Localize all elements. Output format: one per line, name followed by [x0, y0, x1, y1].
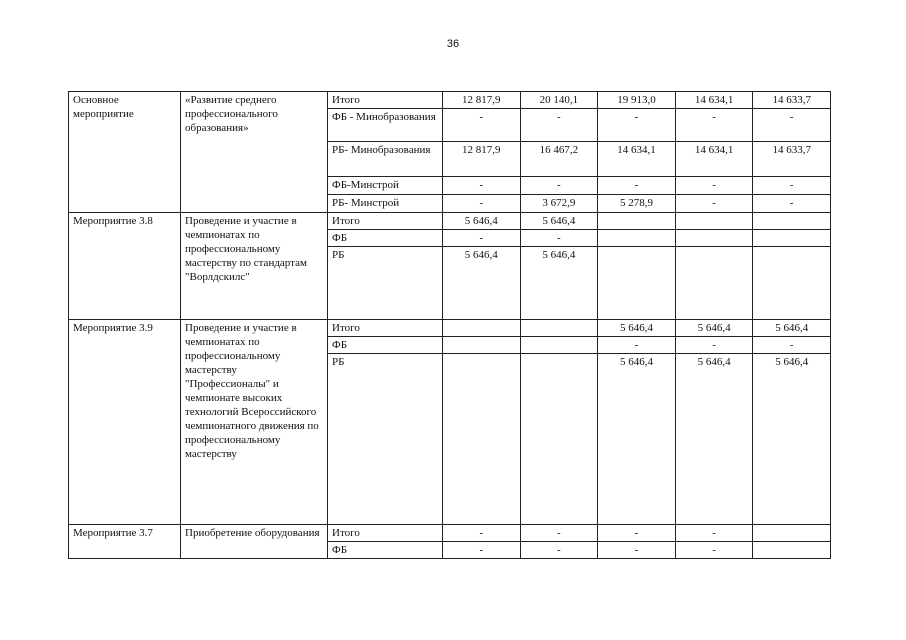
- funding-source: ФБ-Минстрой: [328, 177, 443, 195]
- amount-cell: -: [753, 109, 831, 142]
- amount-cell: -: [520, 109, 598, 142]
- funding-source: ФБ: [328, 230, 443, 247]
- funding-source: ФБ: [328, 542, 443, 559]
- amount-cell: -: [675, 195, 753, 213]
- measure-title: «Развитие среднего профессионального образования»: [181, 92, 328, 213]
- amount-cell: [598, 213, 676, 230]
- amount-cell: [443, 320, 521, 337]
- table-row: [69, 213, 831, 230]
- amount-cell: -: [598, 109, 676, 142]
- amount-cell: [675, 230, 753, 247]
- amount-cell: -: [753, 195, 831, 213]
- amount-cell: [753, 542, 831, 559]
- funding-source: Итого: [328, 213, 443, 230]
- amount-cell: [753, 247, 831, 320]
- funding-source: РБ- Минстрой: [328, 195, 443, 213]
- amount-cell: -: [675, 525, 753, 542]
- amount-cell: -: [443, 525, 521, 542]
- amount-cell: 14 634,1: [598, 142, 676, 177]
- amount-cell: -: [753, 337, 831, 354]
- amount-cell: -: [598, 337, 676, 354]
- amount-cell: 5 646,4: [598, 320, 676, 337]
- amount-cell: [598, 230, 676, 247]
- amount-cell: -: [753, 177, 831, 195]
- amount-cell: -: [443, 109, 521, 142]
- amount-cell: -: [520, 230, 598, 247]
- funding-source: РБ: [328, 247, 443, 320]
- table-row: [69, 92, 831, 109]
- funding-source: ФБ - Минобразования: [328, 109, 443, 142]
- measure-title: Проведение и участие в чемпионатах по профессиональному мастерству "Профессионалы" и чемпионате высоких технологий Всероссийского чемпионатного движения по профессиональному мастерству: [181, 320, 328, 525]
- amount-cell: -: [443, 195, 521, 213]
- amount-cell: -: [598, 525, 676, 542]
- funding-source: ФБ: [328, 337, 443, 354]
- amount-cell: -: [520, 542, 598, 559]
- amount-cell: 14 634,1: [675, 142, 753, 177]
- amount-cell: 14 633,7: [753, 142, 831, 177]
- amount-cell: -: [443, 542, 521, 559]
- funding-source: РБ- Минобразования: [328, 142, 443, 177]
- amount-cell: 5 646,4: [443, 247, 521, 320]
- amount-cell: 5 646,4: [520, 247, 598, 320]
- amount-cell: 3 672,9: [520, 195, 598, 213]
- amount-cell: 5 646,4: [598, 354, 676, 525]
- measure-title: Приобретение оборудования: [181, 525, 328, 559]
- amount-cell: 16 467,2: [520, 142, 598, 177]
- amount-cell: -: [675, 177, 753, 195]
- amount-cell: 20 140,1: [520, 92, 598, 109]
- amount-cell: 12 817,9: [443, 92, 521, 109]
- amount-cell: -: [443, 177, 521, 195]
- measure-type: Мероприятие 3.8: [69, 213, 181, 320]
- amount-cell: 5 646,4: [753, 320, 831, 337]
- amount-cell: 19 913,0: [598, 92, 676, 109]
- amount-cell: [443, 337, 521, 354]
- measure-title: Проведение и участие в чемпионатах по профессиональному мастерству по стандартам "Ворлдскилс": [181, 213, 328, 320]
- amount-cell: [520, 337, 598, 354]
- funding-source: Итого: [328, 525, 443, 542]
- amount-cell: 5 646,4: [675, 354, 753, 525]
- amount-cell: 5 646,4: [753, 354, 831, 525]
- amount-cell: 5 646,4: [443, 213, 521, 230]
- measure-type: Основное мероприятие: [69, 92, 181, 213]
- amount-cell: -: [598, 542, 676, 559]
- amount-cell: 5 646,4: [675, 320, 753, 337]
- amount-cell: [598, 247, 676, 320]
- amount-cell: -: [520, 177, 598, 195]
- amount-cell: [675, 213, 753, 230]
- amount-cell: -: [520, 525, 598, 542]
- amount-cell: 14 634,1: [675, 92, 753, 109]
- amount-cell: 5 646,4: [520, 213, 598, 230]
- measure-type: Мероприятие 3.9: [69, 320, 181, 525]
- amount-cell: [753, 230, 831, 247]
- amount-cell: [520, 320, 598, 337]
- funding-source: Итого: [328, 92, 443, 109]
- budget-table: [68, 91, 831, 559]
- amount-cell: 12 817,9: [443, 142, 521, 177]
- amount-cell: [443, 354, 521, 525]
- amount-cell: -: [675, 542, 753, 559]
- amount-cell: -: [675, 109, 753, 142]
- amount-cell: 5 278,9: [598, 195, 676, 213]
- amount-cell: 14 633,7: [753, 92, 831, 109]
- measure-type: Мероприятие 3.7: [69, 525, 181, 559]
- table-row: [69, 525, 831, 542]
- amount-cell: [675, 247, 753, 320]
- amount-cell: [520, 354, 598, 525]
- amount-cell: -: [675, 337, 753, 354]
- amount-cell: -: [443, 230, 521, 247]
- amount-cell: [753, 213, 831, 230]
- page-number: 36: [446, 38, 460, 50]
- table-row: [69, 320, 831, 337]
- funding-source: Итого: [328, 320, 443, 337]
- amount-cell: [753, 525, 831, 542]
- amount-cell: -: [598, 177, 676, 195]
- funding-source: РБ: [328, 354, 443, 525]
